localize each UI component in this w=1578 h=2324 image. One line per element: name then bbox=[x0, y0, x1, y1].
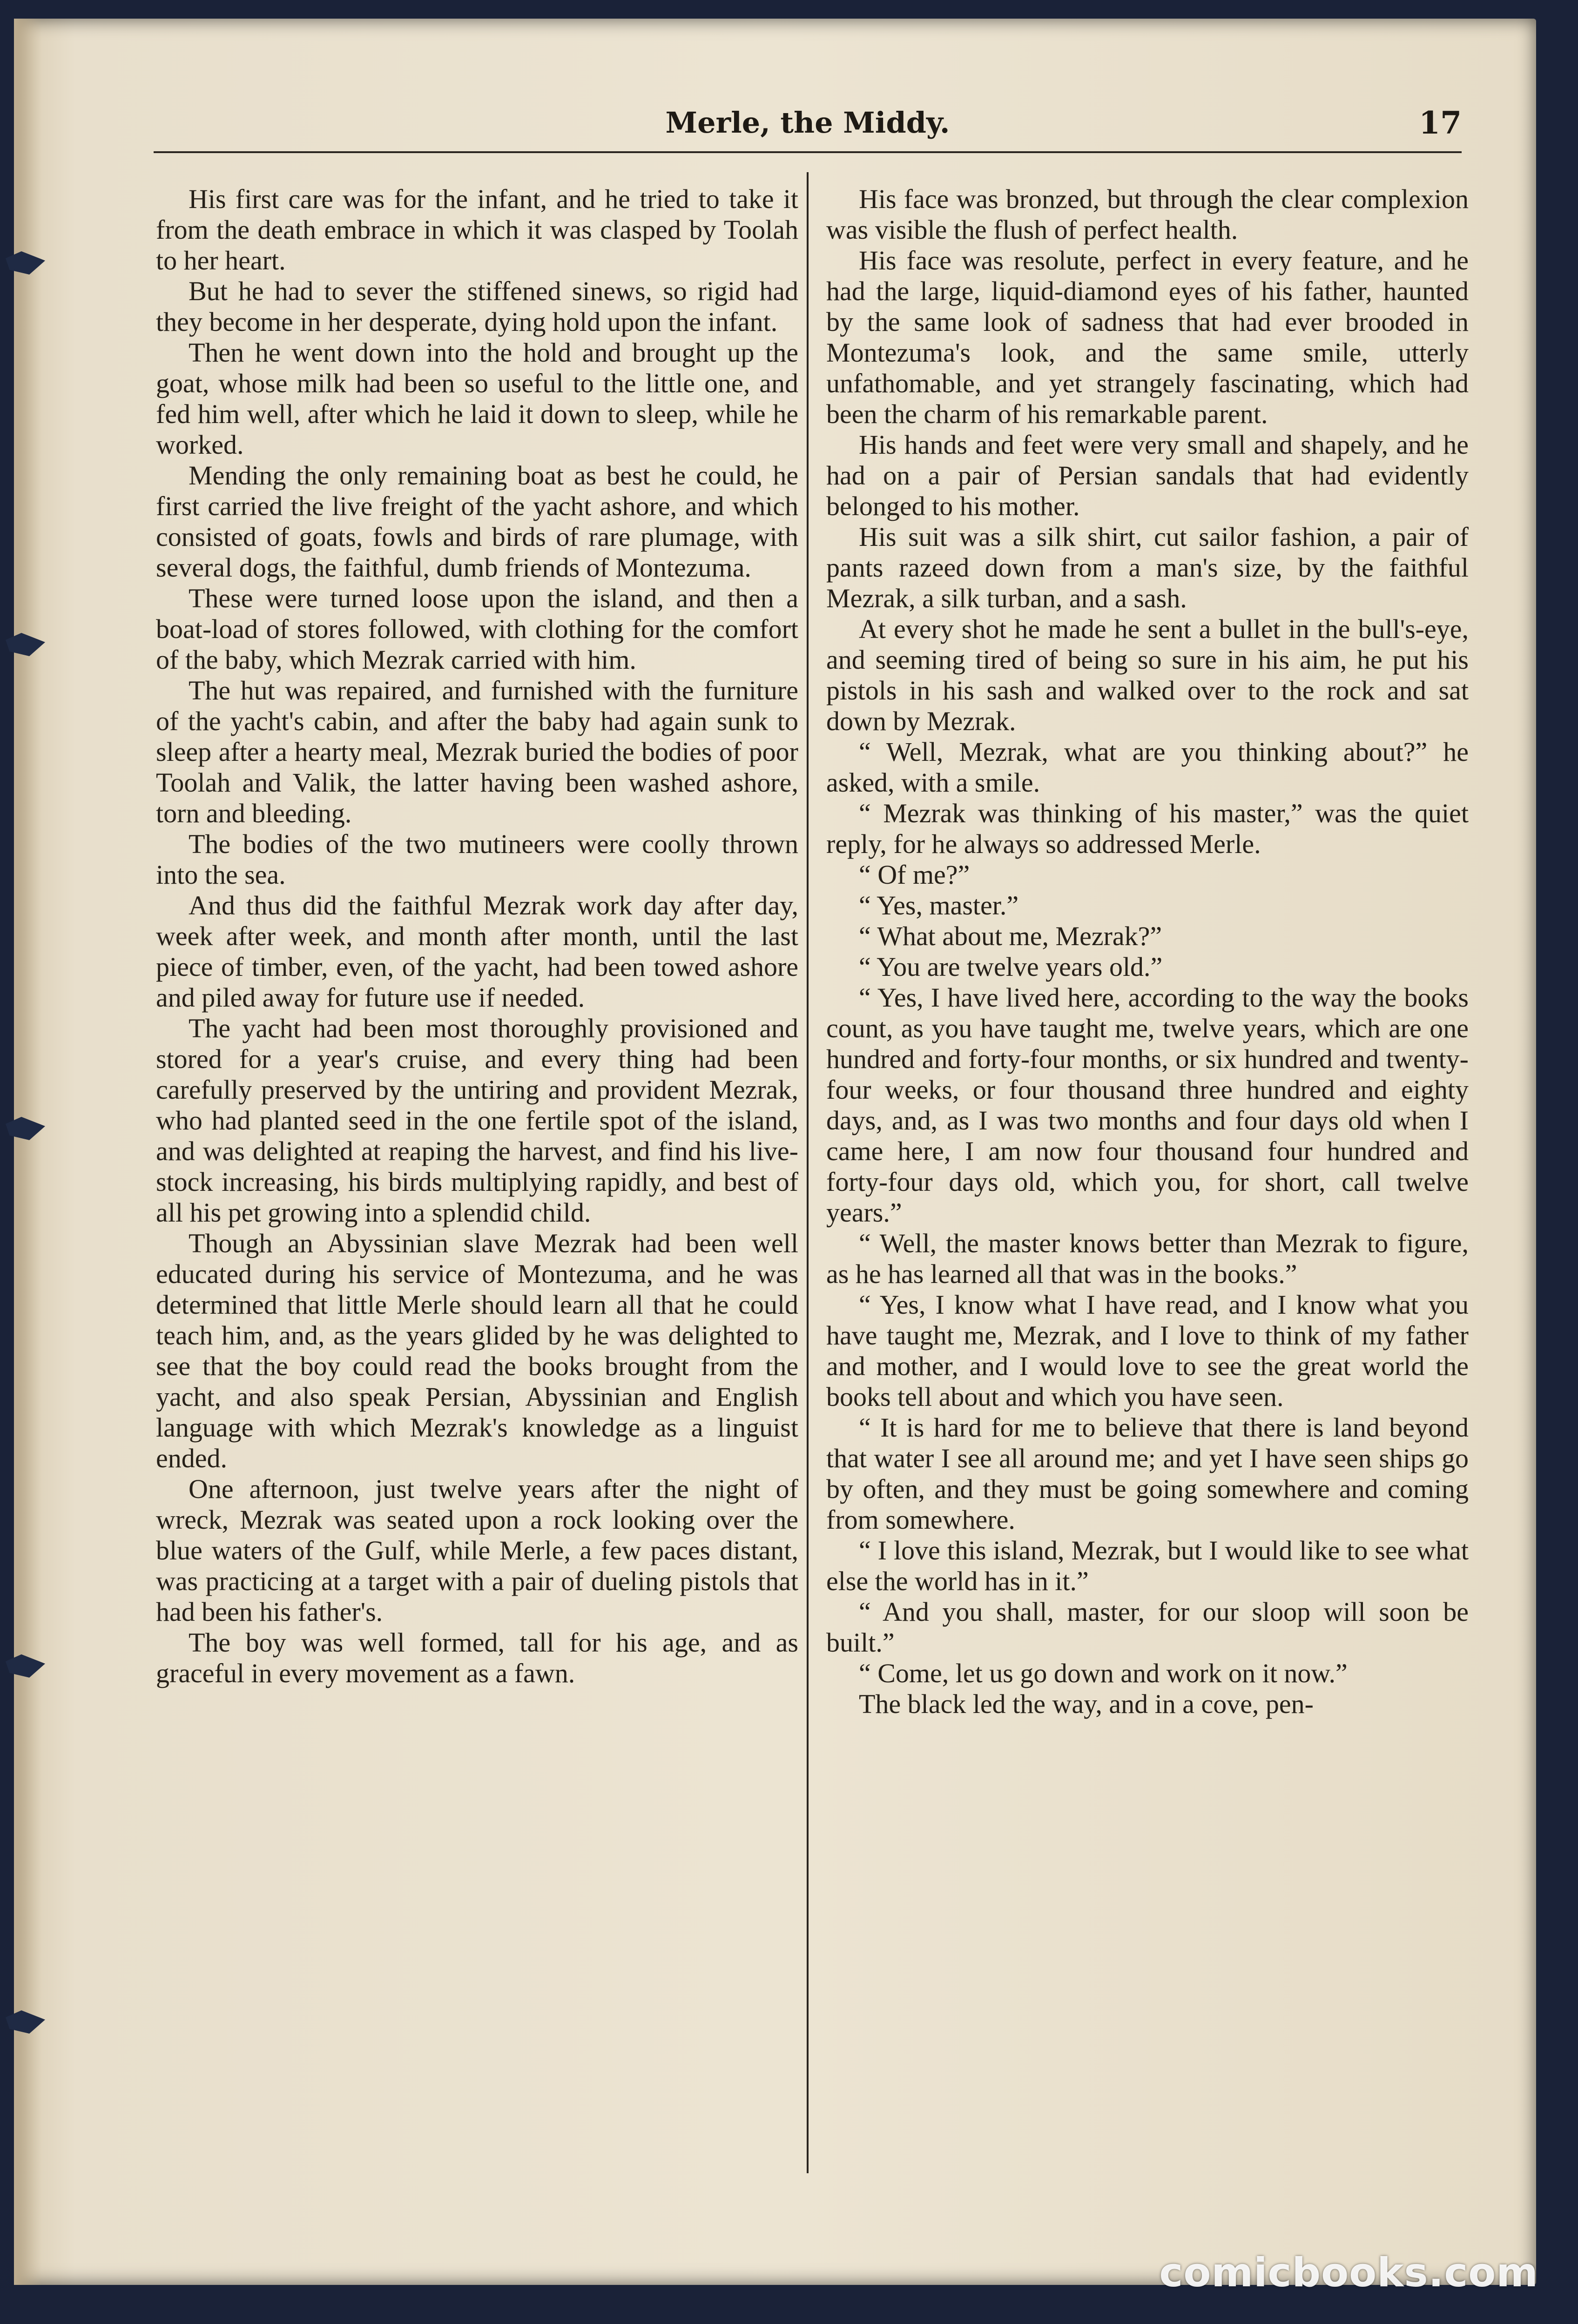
paragraph: “ Come, let us go down and work on it now.” bbox=[859, 1658, 1348, 1688]
paragraph: The hut was repaired, and furnished with the furniture of the yacht's cabin, and after the baby had again sunk to sleep after a hearty meal, Mezrak buried the bodies of poor Toolah and Valik, the latter having been washed ashore, torn and bleeding. bbox=[156, 675, 798, 828]
left-text-column bbox=[156, 184, 798, 1689]
paragraph: “ And you shall, master, for our sloop will soon be built.” bbox=[826, 1597, 1469, 1658]
paragraph: These were turned loose upon the island, and then a boat-load of stores followed, with clothing for the comfort of the baby, which Mezrak carried with him. bbox=[156, 583, 798, 675]
paragraph: Then he went down into the hold and brought up the goat, whose milk had been so useful to the little one, and fed him well, after which he laid it down to sleep, while he worked. bbox=[156, 337, 798, 460]
running-header bbox=[154, 100, 1462, 153]
paragraph: The black led the way, and in a cove, pen- bbox=[859, 1689, 1314, 1719]
paragraph: “ Yes, master.” bbox=[859, 890, 1019, 920]
paragraph: His hands and feet were very small and shapely, and he had on a pair of Persian sandals that had evidently belonged to his mother. bbox=[826, 430, 1469, 521]
paragraph: “ Mezrak was thinking of his master,” was the quiet reply, for he always so addressed Merle. bbox=[826, 798, 1469, 859]
right-text-column bbox=[826, 184, 1469, 1719]
page-number: 17 bbox=[1419, 105, 1462, 141]
paragraph: “ Well, Mezrak, what are you thinking about?” he asked, with a smile. bbox=[826, 737, 1469, 798]
paragraph: His first care was for the infant, and he tried to take it from the death embrace in which it was clasped by Toolah to her heart. bbox=[156, 184, 798, 275]
paragraph: The boy was well formed, tall for his age, and as graceful in every movement as a fawn. bbox=[156, 1627, 798, 1688]
paragraph: At every shot he made he sent a bullet in the bull's-eye, and seeming tired of being so sure in his aim, he put his pistols in his sash and walked over to the rock and sat down by Mezrak. bbox=[826, 614, 1469, 736]
paragraph: “ What about me, Mezrak?” bbox=[859, 921, 1162, 951]
paragraph: But he had to sever the stiffened sinews, so rigid had they become in her desperate, dying hold upon the infant. bbox=[156, 276, 798, 337]
paragraph: His face was resolute, perfect in every feature, and he had the large, liquid-diamond eyes of his father, haunted by the same look of sadness that had ever brooded in Montezuma's look, and the same smile, utterly unfathomable, and yet strangely fascinating, which had been the charm of his remarkable parent. bbox=[826, 245, 1469, 429]
paragraph: His suit was a silk shirt, cut sailor fashion, a pair of pants razeed down from a man's size, by the faithful Mezrak, a silk turban, and a sash. bbox=[826, 522, 1469, 613]
page-spine bbox=[14, 19, 42, 2285]
paragraph: The yacht had been most thoroughly provisioned and stored for a year's cruise, and every thing had been carefully preserved by the untiring and provident Mezrak, who had planted seed in the one fertile spot of the island, and was delighted at reaping the harvest, and find his live-stock increasing, his birds multiplying rapidly, and best of all his pet growing into a splendid child. bbox=[156, 1013, 798, 1228]
paragraph: Mending the only remaining boat as best he could, he first carried the live freight of the yacht ashore, and which consisted of goats, fowls and birds of rare plumage, with several dogs, the faithful, dumb friends of Montezuma. bbox=[156, 460, 798, 583]
paragraph: “ Yes, I know what I have read, and I know what you have taught me, Mezrak, and I love to think of my father and mother, and I would love to see the great world the books tell about and which you have seen. bbox=[826, 1290, 1469, 1412]
paragraph: Though an Abyssinian slave Mezrak had been well educated during his service of Montezuma, and he was determined that little Merle should learn all that he could teach him, and, as the years glided by he was delighted to see that the boy could read the books brought from the yacht, and also speak Persian, Abyssinian and English language with which Mezrak's knowledge as a linguist ended. bbox=[156, 1228, 798, 1473]
paragraph: And thus did the faithful Mezrak work day after day, week after week, and month after month, until the last piece of timber, even, of the yacht, had been towed ashore and piled away for future use if needed. bbox=[156, 890, 798, 1013]
paragraph: The bodies of the two mutineers were coolly thrown into the sea. bbox=[156, 829, 798, 890]
paragraph: One afternoon, just twelve years after the night of wreck, Mezrak was seated upon a rock looking over the blue waters of the Gulf, while Merle, a few paces distant, was practicing at a target with a pair of dueling pistols that had been his father's. bbox=[156, 1474, 798, 1627]
page-title: Merle, the Middy. bbox=[665, 106, 950, 140]
paragraph: “ Of me?” bbox=[859, 860, 970, 890]
paragraph: “ Yes, I have lived here, according to the way the books count, as you have taught me, twelve years, which are one hundred and forty-four months, or six hundred and twenty-four weeks, or four thousand three hundred and eighty days, and, as I was two months and four days old when I came here, I am now four thousand four hundred and forty-four days old, which you, for short, call twelve years.” bbox=[826, 982, 1469, 1228]
paragraph: His face was bronzed, but through the clear complexion was visible the flush of perfect health. bbox=[826, 184, 1469, 245]
paragraph: “ I love this island, Mezrak, but I would like to see what else the world has in it.” bbox=[826, 1535, 1469, 1596]
column-divider bbox=[807, 172, 809, 2173]
paragraph: “ It is hard for me to believe that there is land beyond that water I see all around me; and yet I have seen ships go by often, and they must be going somewhere and coming from somewhere. bbox=[826, 1412, 1469, 1535]
paragraph: “ You are twelve years old.” bbox=[859, 952, 1163, 982]
paragraph: “ Well, the master knows better than Mezrak to figure, as he has learned all that was in the books.” bbox=[826, 1228, 1469, 1289]
watermark: comicbooks.com bbox=[1159, 2250, 1538, 2296]
